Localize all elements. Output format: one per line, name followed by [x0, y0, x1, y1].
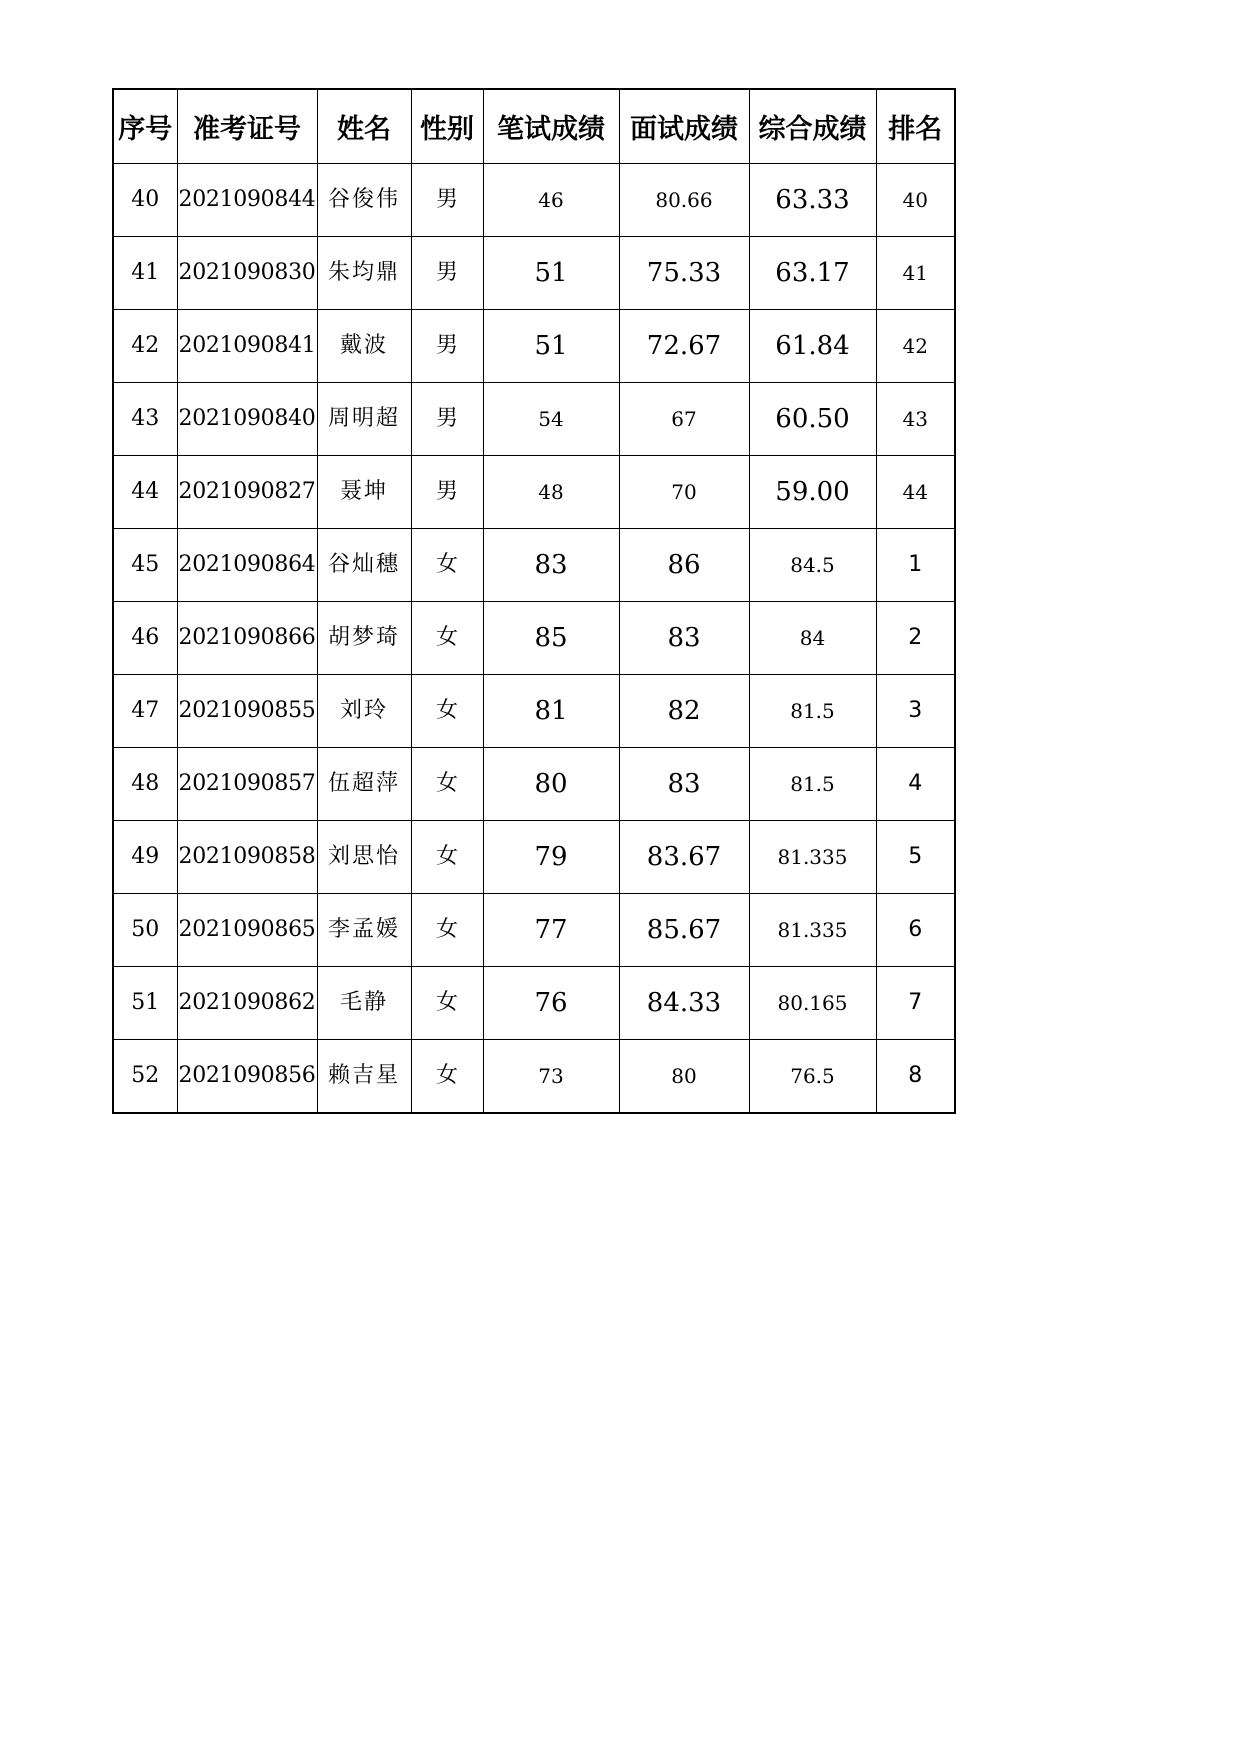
cell-written-score: 83 [483, 529, 619, 602]
header-seq: 序号 [113, 89, 177, 164]
cell-exam-id: 2021090841 [177, 310, 317, 383]
cell-total-score: 81.335 [749, 894, 876, 967]
cell-written-score: 46 [483, 164, 619, 237]
cell-interview-score: 67 [619, 383, 749, 456]
cell-interview-score: 80.66 [619, 164, 749, 237]
header-row [113, 89, 955, 164]
cell-name: 伍超萍 [317, 748, 411, 821]
cell-gender: 男 [411, 456, 483, 529]
cell-rank: 7 [876, 967, 955, 1040]
cell-seq: 50 [113, 894, 177, 967]
cell-seq: 47 [113, 675, 177, 748]
table-row [113, 310, 955, 383]
cell-rank: 5 [876, 821, 955, 894]
cell-total-score: 61.84 [749, 310, 876, 383]
cell-gender: 男 [411, 164, 483, 237]
cell-rank: 6 [876, 894, 955, 967]
cell-interview-score: 80 [619, 1040, 749, 1114]
cell-written-score: 85 [483, 602, 619, 675]
cell-gender: 男 [411, 310, 483, 383]
cell-exam-id: 2021090844 [177, 164, 317, 237]
cell-interview-score: 86 [619, 529, 749, 602]
cell-written-score: 51 [483, 237, 619, 310]
cell-written-score: 80 [483, 748, 619, 821]
cell-exam-id: 2021090855 [177, 675, 317, 748]
cell-interview-score: 75.33 [619, 237, 749, 310]
cell-total-score: 81.5 [749, 675, 876, 748]
cell-total-score: 63.17 [749, 237, 876, 310]
cell-total-score: 60.50 [749, 383, 876, 456]
cell-name: 刘思怡 [317, 821, 411, 894]
cell-rank: 3 [876, 675, 955, 748]
cell-written-score: 48 [483, 456, 619, 529]
cell-interview-score: 83.67 [619, 821, 749, 894]
table-row [113, 967, 955, 1040]
cell-seq: 44 [113, 456, 177, 529]
cell-name: 刘玲 [317, 675, 411, 748]
cell-interview-score: 85.67 [619, 894, 749, 967]
cell-interview-score: 83 [619, 748, 749, 821]
table-row [113, 748, 955, 821]
cell-written-score: 81 [483, 675, 619, 748]
cell-exam-id: 2021090857 [177, 748, 317, 821]
cell-gender: 女 [411, 967, 483, 1040]
cell-exam-id: 2021090830 [177, 237, 317, 310]
cell-rank: 42 [876, 310, 955, 383]
score-table [112, 88, 956, 1114]
cell-exam-id: 2021090865 [177, 894, 317, 967]
table-row [113, 1040, 955, 1114]
cell-total-score: 81.5 [749, 748, 876, 821]
cell-exam-id: 2021090862 [177, 967, 317, 1040]
cell-rank: 1 [876, 529, 955, 602]
cell-seq: 41 [113, 237, 177, 310]
cell-interview-score: 84.33 [619, 967, 749, 1040]
table-row [113, 456, 955, 529]
cell-gender: 女 [411, 675, 483, 748]
cell-rank: 8 [876, 1040, 955, 1114]
header-exam-id: 准考证号 [177, 89, 317, 164]
cell-gender: 女 [411, 1040, 483, 1114]
header-written-score: 笔试成绩 [483, 89, 619, 164]
cell-rank: 41 [876, 237, 955, 310]
cell-seq: 46 [113, 602, 177, 675]
cell-exam-id: 2021090866 [177, 602, 317, 675]
cell-name: 谷俊伟 [317, 164, 411, 237]
cell-name: 聂坤 [317, 456, 411, 529]
cell-exam-id: 2021090864 [177, 529, 317, 602]
cell-total-score: 59.00 [749, 456, 876, 529]
table-row [113, 383, 955, 456]
cell-seq: 42 [113, 310, 177, 383]
cell-total-score: 84.5 [749, 529, 876, 602]
table-row [113, 602, 955, 675]
cell-exam-id: 2021090827 [177, 456, 317, 529]
cell-gender: 女 [411, 894, 483, 967]
cell-seq: 49 [113, 821, 177, 894]
cell-seq: 45 [113, 529, 177, 602]
cell-seq: 48 [113, 748, 177, 821]
cell-written-score: 79 [483, 821, 619, 894]
cell-total-score: 84 [749, 602, 876, 675]
cell-name: 赖吉星 [317, 1040, 411, 1114]
table-row [113, 821, 955, 894]
cell-name: 毛静 [317, 967, 411, 1040]
header-total-score: 综合成绩 [749, 89, 876, 164]
header-interview-score: 面试成绩 [619, 89, 749, 164]
cell-interview-score: 82 [619, 675, 749, 748]
cell-rank: 40 [876, 164, 955, 237]
cell-written-score: 77 [483, 894, 619, 967]
table-row [113, 675, 955, 748]
header-gender: 性别 [411, 89, 483, 164]
cell-name: 李孟媛 [317, 894, 411, 967]
cell-total-score: 63.33 [749, 164, 876, 237]
header-rank: 排名 [876, 89, 955, 164]
cell-written-score: 73 [483, 1040, 619, 1114]
cell-seq: 43 [113, 383, 177, 456]
cell-name: 周明超 [317, 383, 411, 456]
cell-seq: 51 [113, 967, 177, 1040]
cell-name: 谷灿穗 [317, 529, 411, 602]
cell-gender: 女 [411, 529, 483, 602]
cell-written-score: 76 [483, 967, 619, 1040]
cell-total-score: 81.335 [749, 821, 876, 894]
table-row [113, 529, 955, 602]
header-name: 姓名 [317, 89, 411, 164]
cell-exam-id: 2021090858 [177, 821, 317, 894]
cell-written-score: 51 [483, 310, 619, 383]
cell-gender: 女 [411, 821, 483, 894]
cell-seq: 52 [113, 1040, 177, 1114]
cell-rank: 43 [876, 383, 955, 456]
table-row [113, 164, 955, 237]
cell-rank: 4 [876, 748, 955, 821]
cell-exam-id: 2021090840 [177, 383, 317, 456]
cell-total-score: 76.5 [749, 1040, 876, 1114]
cell-exam-id: 2021090856 [177, 1040, 317, 1114]
table-row [113, 237, 955, 310]
cell-name: 朱均鼎 [317, 237, 411, 310]
cell-interview-score: 83 [619, 602, 749, 675]
table-row [113, 894, 955, 967]
cell-written-score: 54 [483, 383, 619, 456]
cell-gender: 男 [411, 237, 483, 310]
cell-interview-score: 72.67 [619, 310, 749, 383]
cell-seq: 40 [113, 164, 177, 237]
cell-interview-score: 70 [619, 456, 749, 529]
cell-rank: 44 [876, 456, 955, 529]
cell-total-score: 80.165 [749, 967, 876, 1040]
cell-gender: 女 [411, 748, 483, 821]
cell-gender: 女 [411, 602, 483, 675]
cell-name: 戴波 [317, 310, 411, 383]
cell-rank: 2 [876, 602, 955, 675]
cell-name: 胡梦琦 [317, 602, 411, 675]
cell-gender: 男 [411, 383, 483, 456]
